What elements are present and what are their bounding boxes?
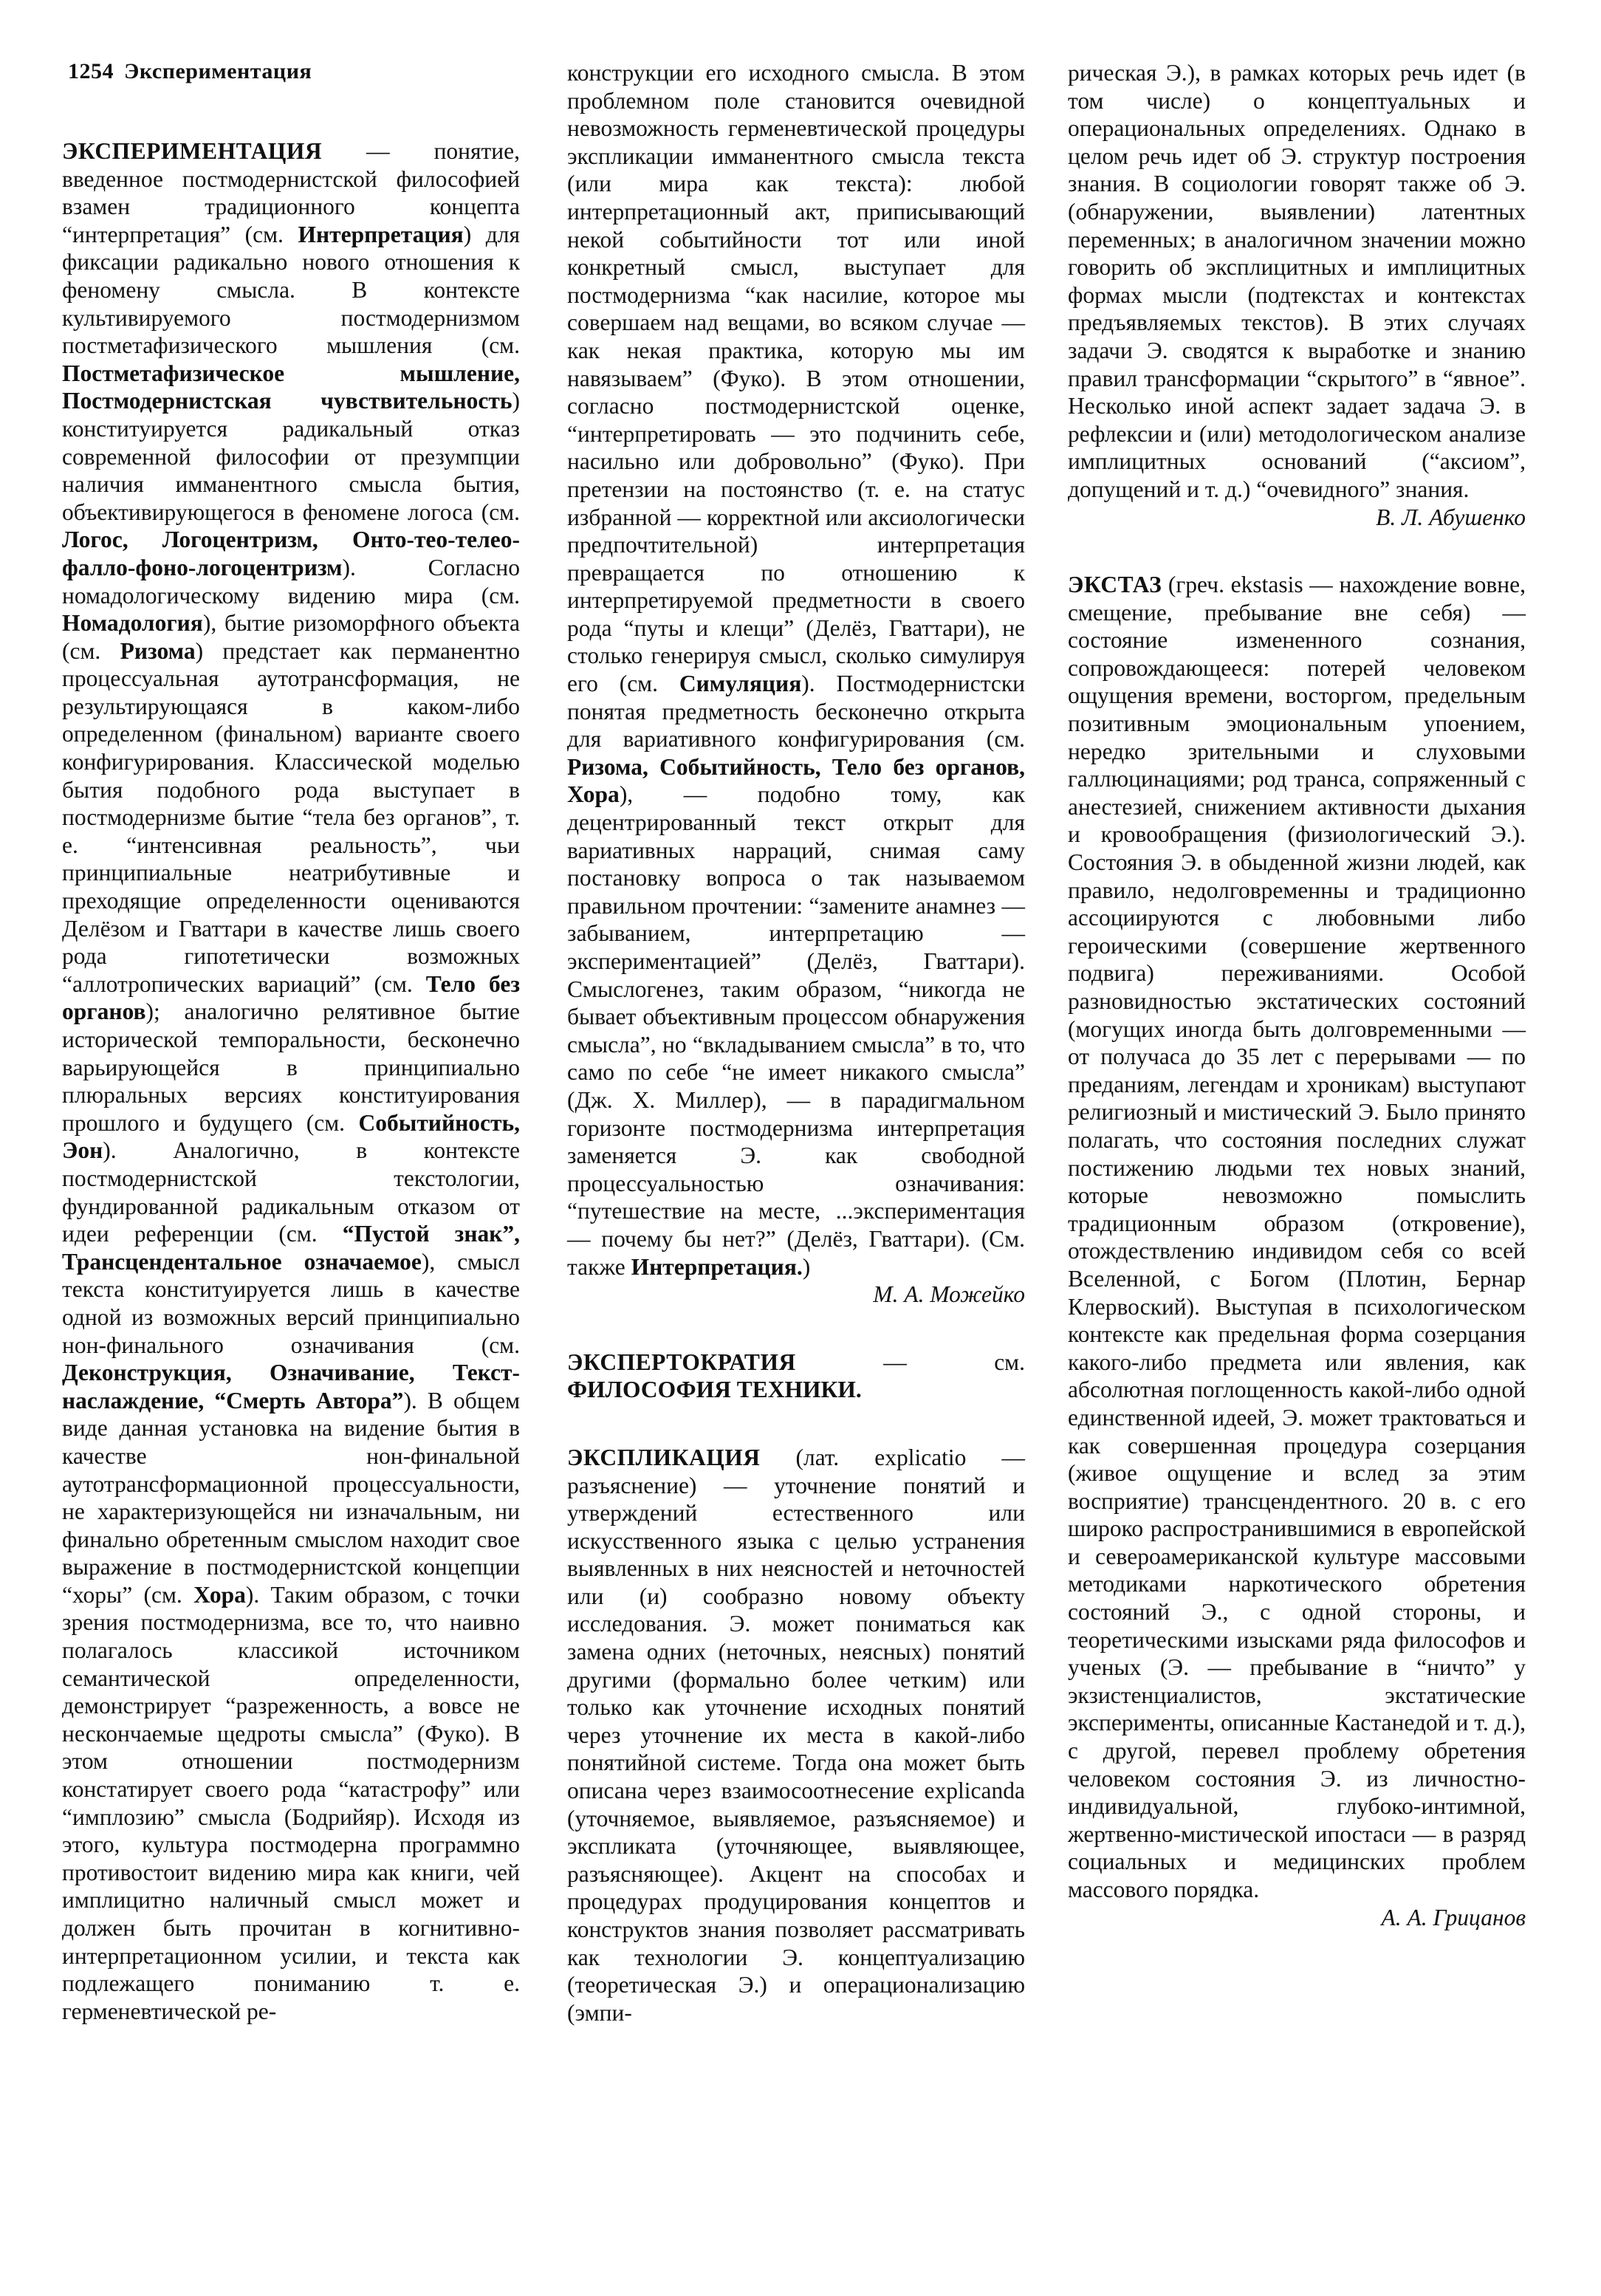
entry-experimentatsiya-continued: конструкции его исходного смысла. В этом проблемном поле становится очевидной невозможность герменевтической процедуры экспликации имманентного смысла текста (или мира как текста): любой интерпретационный акт, приписывающий некой событийности тот или иной конкретный смысл, выступает для постмодернизма “как насилие, которое мы совершаем над вещами, во всяком случае — как некая практика, которую мы им навязываем” (Фуко). В этом отношении, согласно постмодернистской оценке, “интерпретировать — это подчинить себе, насильно или добровольно” (Фуко). При претензии на постоянство (т. е. на статус избранной — корректной или аксиологически предпочтительной) интерпретация превращается по отношению к интерпретируемой предметности в своего рода “путы и клещи” (Делёз, Гваттари), не столько генерируя смысл, сколько симулируя его (см. Симуляция). Постмодернистски понятая предметность бесконечно открыта для вариативного конфигурирования (см. Ризома, Событийность, Тело без органов, Хора), — подобно тому, как децентрированный текст открыт для вариативных нарраций, снимая саму постановку вопроса о так называемом правильном прочтении: “замените анамнез — забыванием, интерпретацию — экспериментацией” (Делёз, Гваттари). Смыслогенез, таким образом, “никогда не бывает объективным процессом обнаружения смысла”, но “вкладыванием смысла” в то, что само по себе “не имеет никакого смысла” (Дж. Х. Миллер), — в парадигмальном горизонте постмодернизма интерпретация заменяется Э. как свободной процессуальностью означивания: “путешествие на месте, ...экспериментация — почему бы нет?” (Делёз, Гваттари). (См. также Интерпретация.) [567,60,1026,1280]
cross-reference: Событийность, Эон [62,1109,520,1164]
cross-reference: Ризома [120,637,196,664]
author-signature: А. А. Грицанов [1381,1904,1526,1930]
running-head [68,59,312,84]
page-number: 1254 [68,59,114,83]
cross-reference: Ризома, Событийность, Тело без органов, Хора [567,753,1025,808]
cross-reference: Интерпретация. [631,1253,803,1280]
cross-reference: Постметафизическое мышление, Постмодернистская чувствительность [62,360,520,414]
cross-reference: Номадология [62,610,203,637]
entry-ekspertokratiya: ЭКСПЕРТОКРАТИЯ — см. ФИЛОСОФИЯ ТЕХНИКИ. [567,1349,1025,1403]
entry-headword: ЭКСПЕРТОКРАТИЯ [567,1349,796,1375]
entry-headword: ЭКСПЕРИМЕНТАЦИЯ [62,138,323,164]
cross-reference: Симуляция [679,671,802,697]
entry-experimentatsiya: ЭКСПЕРИМЕНТАЦИЯ — понятие, введенное постмодернистской философией взамен традиционного концепта “интерпретация” (см. Интерпретация) для фиксации радикально нового отношения к феномену смысла. В контексте культивируемого постмодернизмом постметафизического мышления (см. Постметафизическое мышление, Постмодернистская чувствительность) конституируется радикальный отказ современной философии от презумпции наличия имманентного смысла бытия, объективирующегося в феномене логоса (см. Логос, Логоцентризм, Онто-тео-телео-фалло-фоно-логоцентризм). Согласно номадологическому видению мира (см. Номадология), бытие ризоморфного объекта (см. Ризома) предстает как перманентно процессуальная аутотрансформация, не результирующаяся в каком-либо определенном (финальном) варианте своего конфигурирования. Классической моделью бытия подобного рода выступает в постмодернизме бытие “тела без органов”, т. е. “интенсивная реальность”, чьи принципиальные неатрибутивные и преходящие определенности оцениваются Делёзом и Гваттари в качестве лишь своего рода гипотетически возможных “аллотропических вариаций” (см. Тело без органов); аналогично релятивное бытие исторической темпоральности, бесконечно варьирующейся в принципиально плюральных версиях конституирования прошлого и будущего (см. Событийность, Эон). Аналогично, в контексте постмодернистской текстологии, фундированной радикальным отказом от идеи референции (см. “Пустой знак”, Трансцендентальное означаемое), смысл текста конституируется лишь в качестве одной из возможных версий принципиально нон-финального означивания (см. Деконструкция, Означивание, Текст-наслаждение, “Смерть Автора”). В общем виде данная установка на видение бытия в качестве нон-финальной аутотрансформационной процессуальности, не характеризующейся ни изначальным, ни финально обретенным смыслом находит свое выражение в постмодернистской концепции “хоры” (см. Хора). Таким образом, с точки зрения постмодернизма, все то, что наивно полагалось классикой источником семантической определенности, демонстрирует “разреженность, а вовсе не нескончаемые щедроты смысла” (Фуко). В этом отношении постмодернизм констатирует своего рода “катастрофу” или “имплозию” смысла (Бодрийяр). Исходя из этого, культура постмодерна программно противостоит видению мира как книги, чей имплицитно наличный смысл может и должен быть прочитан в когнитивно-интерпретационном усилии, и текста как подлежащего пониманию т. е. герменевтической ре- [62,138,521,2024]
author-signature: В. Л. Абушенко [1376,504,1526,530]
cross-reference: Интерпретация [298,221,464,247]
entry-ekstaz: ЭКСТАЗ (греч. ekstasis — нахождение вовне, смещение, пребывание вне себя) — состояние измененного сознания, сопровождающееся: потерей человеком ощущения времени, восторгом, предельным позитивным эмоциональным упоением, нередко зрительными и слуховыми галлюцинациями; род транса, сопряженный с анестезией, снижением активности дыхания и кровообращения (физиологический Э.). Состояния Э. в обыденной жизни людей, как правило, недолговременны и традиционно ассоциируются с любовными либо героическими (совершение жертвенного подвига) переживаниями. Особой разновидностью экстатических состояний (могущих иногда быть долговременными — от получаса до 35 лет с перерывами — по преданиям, легендам и хроникам) выступают религиозный и мистический Э. Было принято полагать, что состояния последних служат постижению людьми тех новых знаний, которые невозможно помыслить традиционным образом (откровение), отождествлению индивидом себя со всей Вселенной, с Богом (Плотин, Бернар Клервоский). Выступая в психологическом контексте как предельная форма созерцания какого-либо предмета или явления, как абсолютная поглощенность какой-либо одной единственной идеей, Э. может трактоваться и как совершенная процедура созерцания (живое ощущение и вслед за этим восприятие) трансцендентного. 20 в. с его широко распространившимися в европейской и североамериканской культуре массовыми методиками наркотического обретения состояний Э., с одной стороны, и теоретическими изысками ряда философов и ученых (Э. — пребывание в “ничто” у экзистенциалистов, экстатические эксперименты, описанные Кастанедой и т. д.), с другой, перевел проблему обретения человеком состояния Э. из личностно-индивидуальной, глубоко-интимной, жертвенно-мистической ипостаси — в разряд социальных и медицинских проблем массового порядка. [1068,572,1526,1902]
entry-headword: ЭКСПЛИКАЦИЯ [567,1444,761,1470]
cross-reference: Деконструкция, Означивание, Текст-наслаждение, “Смерть Автора” [62,1360,520,1413]
cross-reference: Хора [193,1581,246,1608]
entry-headword: ЭКСТАЗ [1068,572,1162,598]
cross-reference: Тело без органов [62,970,520,1025]
entry-eksplikatsiya-continued: рическая Э.), в рамках которых речь идет (в том числе) о концептуальных и операциональных определениях. Однако в целом речь идет об Э. структур построения знания. В социологии говорят также об Э. (обнаружении, выявлении) латентных переменных; в аналогичном значении можно говорить об эксплицитных и имплицитных формах мысли (подтекстах и контекстах предъявляемых текстов). В этих случаях задачи Э. сводятся к выработке и знанию правил трансформации “скрытого” в “явное”. Несколько иной аспект задает задача Э. в рефлексии и (или) методологическом анализе имплицитных оснований (“аксиом”, допущений и т. д.) “очевидного” знания. [1068,60,1526,502]
cross-reference: ФИЛОСОФИЯ ТЕХНИКИ. [567,1377,862,1403]
column-2 [567,59,1025,2026]
cross-reference: Логос, Логоцентризм, Онто-тео-телео-фалло-фоно-логоцентризм [62,527,520,580]
running-title: Экспериментация [124,59,312,83]
column-1 [62,137,520,2025]
entry-eksplikatsiya: ЭКСПЛИКАЦИЯ (лат. explicatio — разъяснение) — уточнение понятий и утверждений естественного или искусственного языка с целью устранения выявленных в них неясностей и неточностей или (и) сообразно новому объекту исследования. Э. может пониматься как замена одних (неточных, неясных) понятий другими (формально более четким) или только как уточнение исходных понятий через уточнение их места в какой-либо понятийной системе. Тогда она может быть описана через взаимосоотнесение explicanda (уточняемое, выявляемое, разъясняемое) и экспликата (уточняющее, выявляющее, разъясняющее). Акцент на способах и процедурах продуцирования концептов и конструктов знания позволяет рассматривать как технологии Э. концептуализацию (теоретическая Э.) и операционализацию (эмпи- [567,1444,1025,2026]
author-signature: М. А. Можейко [873,1281,1025,1308]
cross-reference: “Пустой знак”, Трансцендентальное означаемое [62,1221,520,1275]
column-3 [1068,59,1526,1931]
